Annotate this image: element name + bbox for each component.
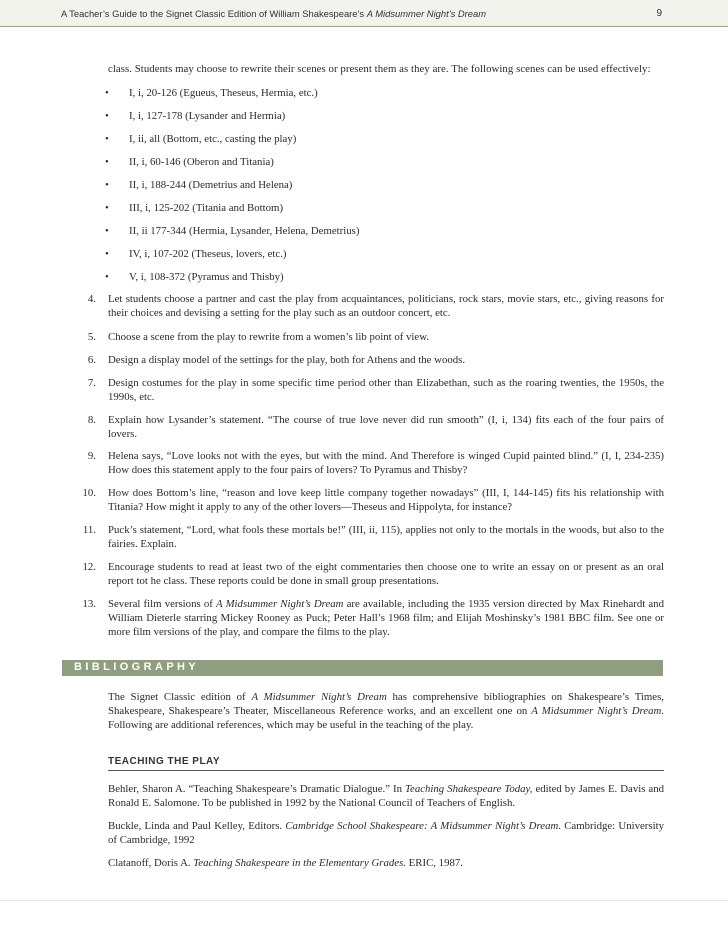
ref-text: . Cambridge: University of Cambridge, 1992 — [108, 820, 664, 846]
list-item — [96, 247, 656, 270]
ref-text: Behler, Sharon A. “Teaching Shakespeare’s Dramatic Dialogue.” In — [108, 783, 406, 795]
play-title-italic: A Midsummer Night’s Dream — [531, 705, 662, 717]
continued-paragraph: class. Students may choose to rewrite their scenes or present them as they are. The following scenes can be used effectively: — [108, 63, 651, 75]
list-item — [96, 132, 656, 155]
list-item — [96, 201, 656, 224]
list-item — [96, 178, 656, 201]
activity-text-part: Several film versions of — [108, 598, 216, 610]
list-item-text: II, i, 60-146 (Oberon and Titania) — [129, 156, 274, 168]
list-item — [96, 86, 656, 109]
activity-number: 8. — [87, 414, 96, 426]
activity-number: 5. — [87, 331, 96, 343]
bullet-icon: • — [105, 248, 109, 260]
activity-text: Design a display model of the settings for the play, both for Athens and the woods. — [108, 354, 466, 366]
bullet-icon: • — [105, 156, 109, 168]
reference-entry — [108, 819, 664, 847]
activity-text: Helena says, “Love looks not with the eyes, but with the mind. And Therefore is winged Cupid painted blind.” (I, I, 234-235) How does this statement apply to the four pairs of lovers? To Pyramus and Thisby? — [108, 450, 664, 476]
section-divider — [108, 770, 664, 771]
activity-text: Puck’s statement, “Lord, what fools these mortals be!” (III, ii, 115), applies not only to the mortals in the woods, but also to the fairies. Explain. — [108, 524, 664, 550]
list-item-text: I, i, 20-126 (Egueus, Theseus, Hermia, etc.) — [129, 87, 318, 99]
list-item-text: I, ii, all (Bottom, etc., casting the play) — [129, 133, 297, 145]
footer-divider — [0, 900, 728, 901]
bullet-icon: • — [105, 179, 109, 191]
activity-number: 7. — [87, 377, 96, 389]
list-item-text: II, ii 177-344 (Hermia, Lysander, Helena, Demetrius) — [129, 225, 360, 237]
ref-title-italic: Cambridge School Shakespeare: A Midsummer Night’s Dream — [285, 820, 559, 832]
ref-title-italic: Teaching Shakespeare Today, — [405, 783, 533, 795]
list-item — [96, 155, 656, 178]
activity-text: Choose a scene from the play to rewrite from a women’s lib point of view. — [108, 331, 430, 343]
bullet-icon: • — [105, 110, 109, 122]
activity-text: How does Bottom’s line, “reason and love keep little company together nowadays” (III, I, 144-145) fits his relationship with Titania? How might it apply to any of the other lovers—Theseus and Hippolyta, for instance? — [108, 487, 664, 513]
teaching-the-play-heading: TEACHING THE PLAY — [108, 756, 221, 767]
activity-text-part: are available, including the 1935 version directed by Max Rinehardt and William Dieterle starring Mickey Rooney as Puck; Peter Hall’s 1968 film; and Elijah Moshinsky’s 1981 BBC film. See one or more film versions of the play, and compare the films to the play. — [108, 598, 664, 638]
activity-text: Let students choose a partner and cast the play from acquaintances, politicians, rock stars, movie stars, etc., giving reasons for their choices and devising a setting for the play such as an outdoor concert, etc. — [108, 293, 664, 319]
activity-number: 4. — [87, 293, 96, 305]
activity-number: 11. — [82, 524, 96, 536]
bibliography-section-bar — [62, 660, 663, 676]
bibliography-heading: BIBLIOGRAPHY — [74, 661, 200, 673]
list-item — [96, 224, 656, 247]
play-title-italic: A Midsummer Night’s Dream — [216, 598, 344, 610]
activity-text: Explain how Lysander’s statement. “The course of true love never did run smooth” (I, i, 134) fits each of the four pairs of lovers. — [108, 414, 664, 440]
bibliography-intro — [108, 690, 664, 732]
ref-text: Buckle, Linda and Paul Kelley, Editors. — [108, 820, 286, 832]
bib-intro-part: . Following are additional references, which may be useful in the teaching of the play. — [108, 705, 664, 731]
bullet-icon: • — [105, 271, 109, 283]
running-header — [0, 0, 728, 27]
list-item-text: II, i, 188-244 (Demetrius and Helena) — [129, 179, 293, 191]
ref-text: edited by James E. Davis and Ronald E. Salomone. To be published in 1992 by the National Council of Teachers of English. — [108, 783, 664, 809]
bib-intro-part: The Signet Classic edition of — [108, 691, 252, 703]
ref-text: Clatanoff, Doris A. — [108, 857, 194, 869]
bib-intro-part: has comprehensive bibliographies on Shakespeare’s Times, Shakespeare, Shakespeare’s Theater, Miscellaneous Reference works, and an excellent one on — [108, 691, 664, 717]
list-item — [96, 109, 656, 132]
ref-title-italic: Teaching Shakespeare in the Elementary Grades. — [193, 857, 406, 869]
scene-list — [96, 86, 656, 293]
play-title-italic: A Midsummer Night’s Dream — [251, 691, 387, 703]
activity-number: 12. — [82, 561, 96, 573]
activity-number: 10. — [82, 487, 96, 499]
list-item-text: I, i, 127-178 (Lysander and Hermia) — [129, 110, 286, 122]
header-title-italic: A Midsummer Night’s Dream — [366, 8, 487, 19]
ref-text: ERIC, 1987. — [405, 857, 463, 869]
bullet-icon: • — [105, 87, 109, 99]
activity-text: Encourage students to read at least two of the eight commentaries then choose one to write an essay on or present as an oral report tot he class. These reports could be done in small group presentations. — [108, 561, 664, 587]
activity-text: Design costumes for the play in some specific time period other than Elizabethan, such as the roaring twenties, the 1950s, the 1990s, etc. — [108, 377, 664, 403]
activity-number: 6. — [87, 354, 96, 366]
activity-number: 13. — [82, 598, 96, 610]
list-item — [96, 270, 656, 293]
running-header-title — [61, 8, 486, 19]
bullet-icon: • — [105, 225, 109, 237]
page-number: 9 — [656, 8, 662, 19]
reference-entry — [108, 856, 664, 870]
bullet-icon: • — [105, 133, 109, 145]
list-item-text: IV, i, 107-202 (Theseus, lovers, etc.) — [129, 248, 287, 260]
bullet-icon: • — [105, 202, 109, 214]
activity-number: 9. — [87, 450, 96, 462]
list-item-text: III, i, 125-202 (Titania and Bottom) — [129, 202, 284, 214]
list-item-text: V, i, 108-372 (Pyramus and Thisby) — [129, 271, 284, 283]
activity-text — [108, 597, 664, 639]
header-title-text: A Teacher’s Guide to the Signet Classic Edition of William Shakespeare’s — [61, 8, 367, 19]
reference-entry — [108, 782, 664, 810]
